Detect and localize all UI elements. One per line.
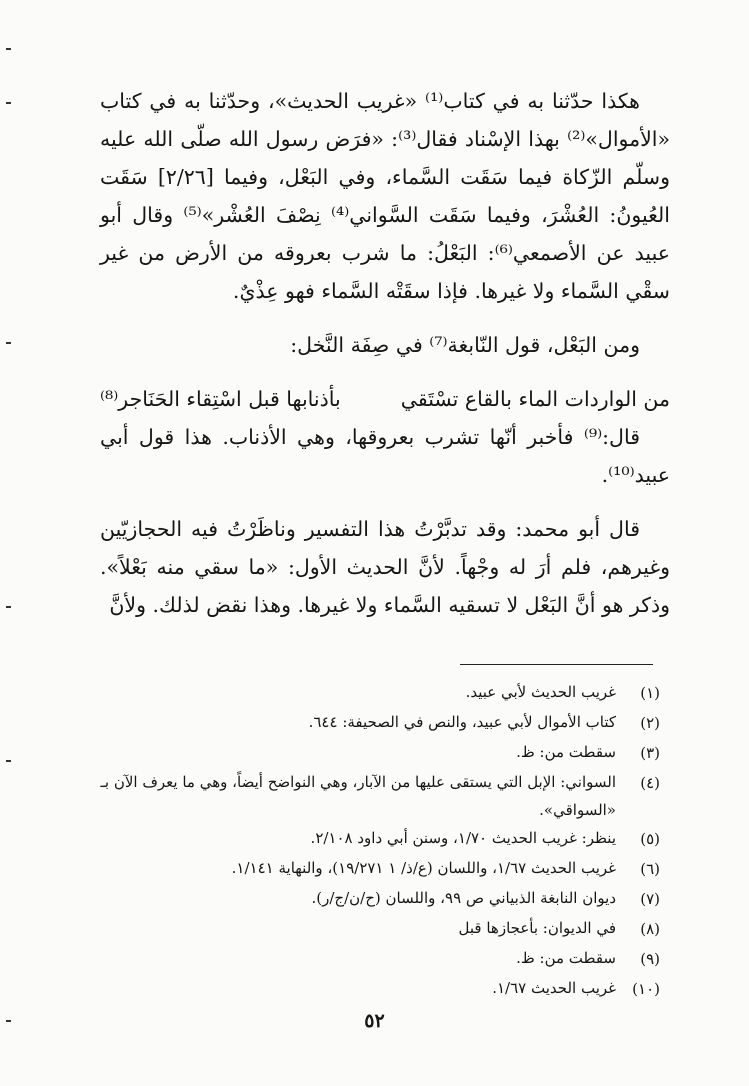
footnote-number: (١) <box>640 684 660 702</box>
footnote-text: غريب الحديث ١/٦٧، واللسان (ع/ذ/ ١ ١٩/٢٧١)، والنهاية ١/١٤١. <box>231 859 616 877</box>
verse-first-hemistich: من الواردات الماء بالقاع تسْتَقي <box>400 387 670 411</box>
margin-mark <box>6 760 11 762</box>
verse-second-hemistich: بأذنابها قبل اسْتِقاء الحَنَاجر⁽⁸⁾ <box>100 387 341 411</box>
paragraph: قال:⁽⁹⁾ فأخبر أنّها تشرب بعروقها، وهي الأذناب. هذا قول أبي عبيد⁽¹⁰⁾. <box>100 425 670 487</box>
footnote <box>100 884 660 914</box>
margin-mark <box>6 606 11 608</box>
footnote-number: (٥) <box>640 830 660 848</box>
footnote-number: (٨) <box>640 920 660 938</box>
footnote-number: (٩) <box>640 950 660 968</box>
footnote <box>100 944 660 974</box>
footnote <box>100 824 660 854</box>
footnote-number: (٣) <box>640 744 660 762</box>
footnote <box>100 914 660 944</box>
footnote-number: (٧) <box>640 890 660 908</box>
footnote-text: سقطت من: ظ. <box>516 949 616 967</box>
margin-mark <box>6 48 11 50</box>
footnote-number: (١٠) <box>632 980 660 998</box>
margin-mark <box>6 342 11 344</box>
footnote-number: (٢) <box>640 714 660 732</box>
footnote-text: ديوان النابغة الذبياني ص ٩٩، واللسان (ح/ن/ج/ر). <box>311 889 616 907</box>
footnote-text: كتاب الأموال لأبي عبيد، والنص في الصحيفة: ٦٤٤. <box>308 713 616 731</box>
paragraph: قال أبو محمد: وقد تدبَّرْتُ هذا التفسير وناظَرْتُ فيه الحجازيّين وغيرهم، فلم أرَ له وجْهاً. لأنَّ الحديث الأول: «ما سقي منه بَعْلاً». وذكر هو أنَّ البَعْل لا تسقيه السَّماء ولا غيرها. وهذا نقض لذلك. ولأنَّ <box>100 517 670 617</box>
footnote-text: في الديوان: بأعجازها قبل <box>458 919 616 937</box>
paragraph: ومن البَعْل، قول النّابغة⁽⁷⁾ في صِفَة النَّخل: <box>290 333 640 357</box>
footnote <box>100 708 660 738</box>
margin-mark <box>6 102 11 104</box>
footnotes <box>100 678 660 1004</box>
paragraph: هكذا حدّثنا به في كتاب⁠⁽¹⁾ «غريب الحديث»، وحدّثنا به في كتاب «الأموال»⁽²⁾ بهذا الإسْناد فقال⁽³⁾: «فرَض رسول الله صلّى الله عليه وسلّم الزّكاة فيما سَقَت السَّماء، وفي البَعْل، وفيما [٢/٢٦] سَقَت العُيونُ: العُشْرَ، وفيما سَقَت السَّواني⁽⁴⁾ نِصْفَ العُشْر»⁽⁵⁾ وقال أبو عبيد عن الأصمعي⁽⁶⁾: البَعْلُ: ما شرب بعروقه من الأرض من غير سقْي السَّماء ولا غيرها. فإذا سقَتْه السَّماء فهو عِذْيٌ. <box>100 89 671 303</box>
footnote <box>100 854 660 884</box>
footnote <box>100 738 660 768</box>
footnote-text: غريب الحديث ١/٦٧. <box>492 979 616 997</box>
footnote-number: (٤) <box>640 774 660 792</box>
footnote-separator <box>460 664 653 665</box>
footnote-text: السواني: الإبل التي يستقى عليها من الآبار، وهي النواضح أيضاً، وهي ما يعرف الآن بـ «السواقي». <box>100 773 616 819</box>
footnote-text: ينظر: غريب الحديث ١/٧٠، وسنن أبي داود ٢/١٠٨. <box>310 829 616 847</box>
main-text <box>100 82 670 624</box>
footnote <box>100 678 660 708</box>
footnote-number: (٦) <box>640 860 660 878</box>
page-number: ٥٢ <box>364 1010 385 1032</box>
footnote <box>100 768 660 824</box>
footnote <box>100 974 660 1004</box>
footnote-text: سقطت من: ظ. <box>516 743 616 761</box>
footnote-text: غريب الحديث لأبي عبيد. <box>465 683 616 701</box>
poetry-verse <box>100 380 670 418</box>
